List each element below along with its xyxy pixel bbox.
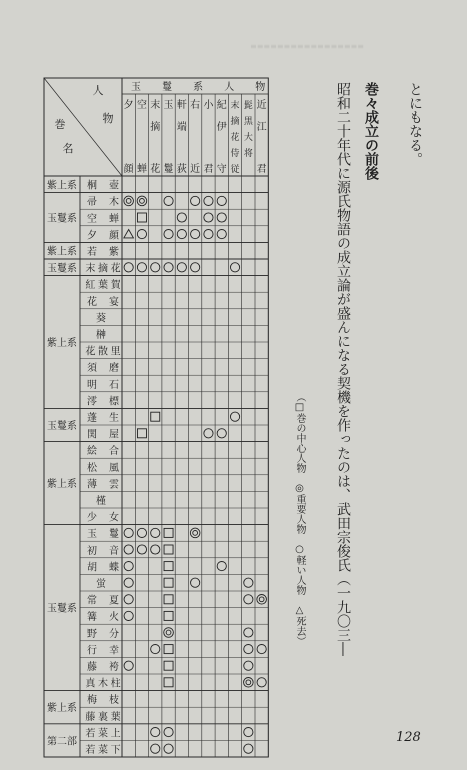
mark-light xyxy=(124,595,133,604)
character-header: 将 xyxy=(243,149,253,159)
mark-light xyxy=(191,578,200,587)
mark-light xyxy=(244,578,253,587)
volume-name: 柱 xyxy=(110,678,121,690)
character-header: 守 xyxy=(216,164,227,175)
volume-name: 葵 xyxy=(96,313,106,325)
volume-name: 梅 xyxy=(87,695,97,707)
series-label: 紫上系 xyxy=(47,703,77,715)
mark-light xyxy=(124,562,133,571)
mark-light xyxy=(137,528,146,537)
character-header: 摘 xyxy=(230,117,240,127)
character-header: 江 xyxy=(256,122,267,133)
character-header: 顔 xyxy=(123,164,134,175)
mark-important-inner xyxy=(166,630,171,635)
series-label: 紫上系 xyxy=(47,338,77,349)
volume-name: 玉 xyxy=(87,529,97,541)
volume-name: 槿 xyxy=(96,496,106,507)
character-header: 末 xyxy=(230,101,240,111)
volume-header-2: 名 xyxy=(62,142,74,155)
mark-light xyxy=(217,213,226,222)
volume-name: 蝶 xyxy=(109,562,119,574)
mark-light xyxy=(164,263,173,272)
character-header: 軒 xyxy=(176,100,187,111)
volume-name: 紅 xyxy=(85,280,96,292)
volume-name: 花 xyxy=(87,296,97,308)
mark-light xyxy=(244,628,253,637)
mark-light xyxy=(124,263,133,272)
mark-light xyxy=(124,611,133,620)
volume-name: 若 xyxy=(87,247,97,258)
mark-central xyxy=(151,412,160,421)
character-header: 君 xyxy=(256,164,267,175)
mark-important xyxy=(137,196,147,206)
mark-light xyxy=(124,545,133,554)
character-header: 近 xyxy=(190,164,201,175)
table-border xyxy=(44,78,268,757)
volume-name: 胡 xyxy=(87,562,97,574)
group-header-char: 玉 xyxy=(131,82,141,93)
character-header: 玉 xyxy=(163,100,174,111)
volume-name: 末 xyxy=(85,263,96,275)
volume-name: 薄 xyxy=(87,479,97,491)
mark-central xyxy=(164,645,173,654)
series-label: 紫上系 xyxy=(47,479,77,491)
volume-name: 野 xyxy=(87,628,97,640)
volume-name: 磨 xyxy=(109,363,119,375)
mark-important xyxy=(124,196,134,206)
volume-name: 音 xyxy=(109,545,119,557)
volume-name: 石 xyxy=(109,379,119,391)
mark-light xyxy=(244,661,253,670)
mark-light xyxy=(164,728,173,737)
volume-name: 木 xyxy=(109,197,119,209)
mark-light xyxy=(244,595,253,604)
mark-light xyxy=(151,728,160,737)
character-table xyxy=(44,78,284,756)
volume-name: 帚 xyxy=(87,197,97,209)
mark-light xyxy=(151,744,160,753)
mark-light xyxy=(204,213,213,222)
volume-name: 袴 xyxy=(109,662,119,673)
volume-name: 摘 xyxy=(98,263,108,275)
character-header: 蝉 xyxy=(136,164,147,175)
volume-name: 松 xyxy=(87,462,97,474)
volume-name: 若 xyxy=(85,728,96,740)
mark-light xyxy=(124,578,133,587)
character-header: 夕 xyxy=(123,100,134,111)
mark-light xyxy=(151,528,160,537)
series-label: 玉鬘系 xyxy=(47,603,77,615)
group-header-char: 系 xyxy=(193,82,204,93)
volume-name: 宴 xyxy=(109,296,119,308)
group-header-char: 人 xyxy=(224,82,235,93)
volume-name: 榊 xyxy=(96,330,106,341)
character-header: 髭 xyxy=(243,101,253,111)
volume-name: 菜 xyxy=(98,745,108,756)
volume-name: 生 xyxy=(109,413,119,424)
mark-light xyxy=(191,230,200,239)
mark-light xyxy=(217,196,226,205)
mark-light xyxy=(244,728,253,737)
mark-light xyxy=(204,429,213,438)
volume-name: 桐 xyxy=(87,180,97,192)
character-table-svg xyxy=(44,78,284,756)
character-header: 黒 xyxy=(243,117,253,127)
group-header-char: 鬘 xyxy=(162,82,173,93)
volume-name: 上 xyxy=(110,728,121,740)
volume-name: 若 xyxy=(85,745,96,756)
mark-important-inner xyxy=(246,680,251,685)
character-header: 摘 xyxy=(150,122,161,133)
mark-light xyxy=(137,230,146,239)
mark-light xyxy=(244,744,253,753)
volume-name: 葉 xyxy=(110,711,121,723)
mark-light xyxy=(137,545,146,554)
volume-name: 少 xyxy=(87,512,97,524)
mark-light xyxy=(230,412,239,421)
mark-light xyxy=(151,545,160,554)
volume-name: 藤 xyxy=(85,711,96,723)
volume-name: 幸 xyxy=(109,645,119,657)
series-label: 玉鬘系 xyxy=(47,421,77,432)
mark-light xyxy=(177,213,186,222)
character-header: 末 xyxy=(150,100,161,111)
section-heading: 巻々成立の前後 xyxy=(363,82,379,180)
character-header: 空 xyxy=(136,100,147,111)
volume-name: 雲 xyxy=(109,479,119,491)
volume-name: 夕 xyxy=(87,230,97,242)
character-header: 小 xyxy=(203,100,214,111)
mark-light xyxy=(164,744,173,753)
character-header: 花 xyxy=(230,133,240,143)
volume-name: 枝 xyxy=(109,695,119,707)
character-header: 荻 xyxy=(176,164,187,175)
volume-name: 裏 xyxy=(98,711,108,723)
series-label: 玉鬘系 xyxy=(47,263,77,275)
mark-light xyxy=(204,230,213,239)
mark-light xyxy=(191,196,200,205)
mark-important-inner xyxy=(193,531,198,536)
mark-important xyxy=(244,678,254,688)
mark-important-inner xyxy=(259,597,264,602)
volume-name: 絵 xyxy=(87,446,97,458)
mark-light xyxy=(204,196,213,205)
volume-name: 花 xyxy=(85,346,96,358)
mark-central xyxy=(164,545,173,554)
volume-name: 菜 xyxy=(98,728,108,740)
volume-name: 夏 xyxy=(109,595,119,607)
volume-name: 女 xyxy=(109,512,119,524)
volume-name: 関 xyxy=(87,429,97,441)
character-header: 侍 xyxy=(230,149,240,159)
mark-central xyxy=(137,429,146,438)
mark-light xyxy=(217,429,226,438)
character-header: 大 xyxy=(243,133,253,143)
volume-name: 顔 xyxy=(109,230,119,242)
mark-light xyxy=(151,263,160,272)
mark-important-inner xyxy=(126,199,131,204)
mark-central xyxy=(164,562,173,571)
volume-name: 屋 xyxy=(109,429,119,441)
mark-central xyxy=(164,595,173,604)
mark-central xyxy=(164,578,173,587)
volume-name: 鬘 xyxy=(109,529,119,541)
character-header: 従 xyxy=(230,165,240,175)
mark-central xyxy=(164,611,173,620)
series-label: 第二部 xyxy=(47,736,77,748)
text-column-1: とにもなる。 xyxy=(407,82,423,166)
mark-central xyxy=(137,213,146,222)
character-header: 右 xyxy=(190,100,201,111)
mark-light xyxy=(177,230,186,239)
series-label: 玉鬘系 xyxy=(47,213,77,225)
person-header-2: 物 xyxy=(102,112,114,125)
page-number: 128 xyxy=(396,730,421,745)
mark-central xyxy=(164,678,173,687)
body-column: 昭和二十年代に源氏物語の成立論が盛んになる契機を作ったのは、武田宗俊氏（一九〇三― xyxy=(335,82,351,656)
character-header: 伊 xyxy=(216,122,227,133)
mark-important xyxy=(190,528,200,538)
mark-light xyxy=(164,196,173,205)
mark-important-inner xyxy=(140,199,145,204)
mark-light xyxy=(191,263,200,272)
volume-name: 分 xyxy=(109,628,119,640)
mark-light xyxy=(244,645,253,654)
volume-name: 蝉 xyxy=(109,213,119,225)
volume-name: 常 xyxy=(87,595,97,607)
volume-name: 木 xyxy=(98,678,108,690)
volume-name: 真 xyxy=(85,678,96,690)
character-header: 花 xyxy=(150,164,161,175)
mark-central xyxy=(164,661,173,670)
mark-light xyxy=(151,645,160,654)
volume-name: 火 xyxy=(109,612,119,624)
legend-note: （□巻の中心人物 ◎重要人物 ○軽い人物 △死去） xyxy=(294,392,305,646)
mark-light xyxy=(177,263,186,272)
mark-light xyxy=(257,678,266,687)
volume-name: 花 xyxy=(110,263,121,275)
mark-important xyxy=(164,628,174,638)
mark-light xyxy=(230,263,239,272)
volume-name: 里 xyxy=(110,346,121,358)
volume-name: 須 xyxy=(87,363,97,375)
mark-important xyxy=(257,595,267,605)
volume-name: 葉 xyxy=(98,280,108,292)
volume-name: 下 xyxy=(110,745,121,756)
mark-light xyxy=(257,645,266,654)
volume-name: 空 xyxy=(87,213,97,225)
volume-name: 行 xyxy=(87,645,97,657)
volume-name: 明 xyxy=(87,379,97,391)
mark-central xyxy=(164,528,173,537)
volume-name: 紫 xyxy=(109,247,119,258)
character-header: 端 xyxy=(176,122,187,133)
mark-light xyxy=(217,230,226,239)
volume-name: 藤 xyxy=(87,662,97,673)
person-header-1: 人 xyxy=(92,84,104,97)
volume-name: 風 xyxy=(109,462,119,474)
mark-light xyxy=(217,562,226,571)
series-label: 紫上系 xyxy=(47,180,77,192)
volume-header-1: 巻 xyxy=(54,118,66,131)
volume-name: 篝 xyxy=(87,612,97,624)
character-header: 君 xyxy=(203,164,214,175)
volume-name: 澪 xyxy=(87,396,97,408)
group-header-char: 物 xyxy=(255,82,266,93)
volume-name: 初 xyxy=(87,545,97,557)
character-header: 鬘 xyxy=(163,164,174,175)
volume-name: 壺 xyxy=(109,180,119,192)
show-through-text: ≡≡≡≡≡≡≡≡≡≡≡≡≡≡≡≡≡ xyxy=(250,42,364,51)
volume-name: 蓬 xyxy=(87,413,97,424)
volume-name: 賀 xyxy=(110,280,121,292)
mark-death xyxy=(124,230,134,238)
volume-name: 散 xyxy=(98,346,108,358)
mark-light xyxy=(164,230,173,239)
series-label: 紫上系 xyxy=(47,246,77,258)
character-header: 近 xyxy=(256,100,267,111)
mark-light xyxy=(124,528,133,537)
volume-name: 合 xyxy=(109,446,119,458)
volume-name: 蛍 xyxy=(96,579,106,590)
mark-light xyxy=(137,263,146,272)
volume-name: 標 xyxy=(109,396,119,408)
character-header: 紀 xyxy=(216,100,227,111)
mark-light xyxy=(124,661,133,670)
